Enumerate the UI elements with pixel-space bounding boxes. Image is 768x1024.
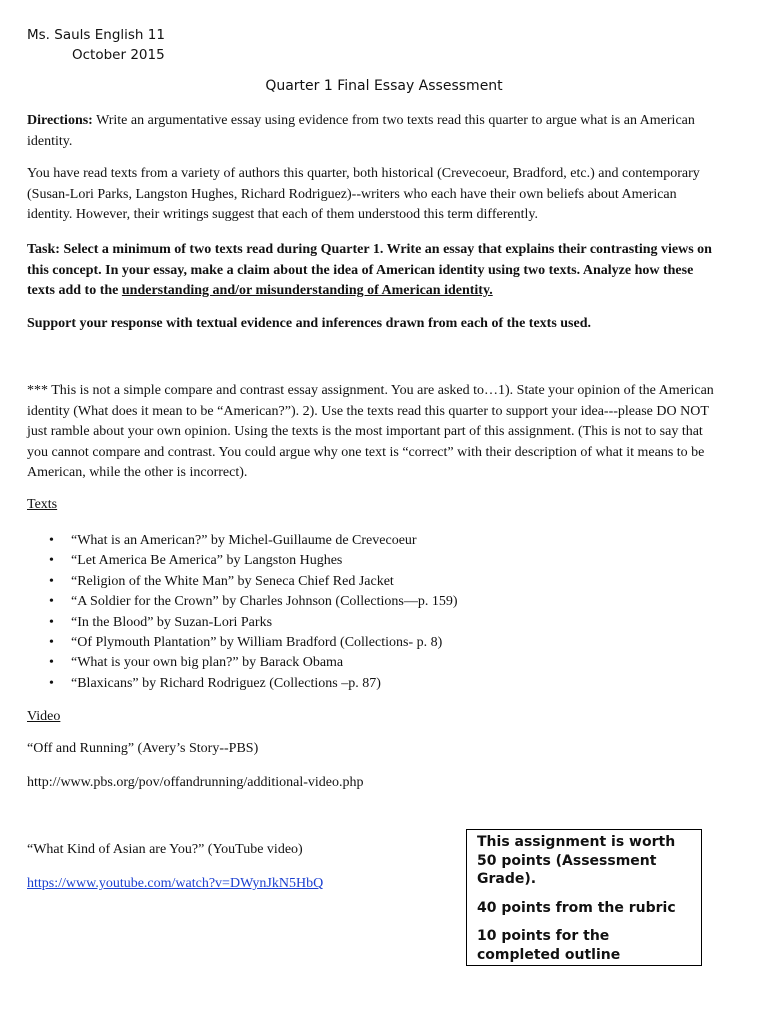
header-teacher-line: Ms. Sauls English 11 — [27, 27, 165, 43]
list-item-text: “What is an American?” by Michel-Guillaume de Crevecoeur — [71, 533, 417, 548]
list-item — [27, 633, 458, 653]
video1-title: “Off and Running” (Avery’s Story--PBS) — [27, 741, 259, 756]
bullet-icon: • — [49, 573, 54, 589]
video-heading: Video — [27, 709, 61, 724]
bullet-icon: • — [49, 594, 54, 610]
list-item-text: “What is your own big plan?” by Barack Obama — [71, 655, 344, 671]
directions-text: Write an argumentative essay using evidence from two texts read this quarter to argue what is an American identity. — [27, 113, 695, 149]
points-total-text: This assignment is worth 50 points (Assessment Grade). — [477, 834, 676, 887]
bullet-icon: • — [49, 553, 54, 569]
list-item-text: “In the Blood” by Suzan-Lori Parks — [71, 614, 273, 630]
list-item-text: “Of Plymouth Plantation” by William Bradford (Collections- p. 8) — [71, 634, 443, 650]
list-item — [27, 613, 458, 633]
bullet-icon: • — [49, 614, 54, 630]
points-rubric-text: 40 points from the rubric — [477, 899, 676, 916]
video1-url[interactable]: http://www.pbs.org/pov/offandrunning/additional-video.php — [27, 775, 364, 790]
task-text: Task: Select a minimum of two texts read during Quarter 1. Write an essay that explains their contrasting views on this concept. In your essay, make a claim about the idea of American identity using two texts. Analyze how these texts add to the — [27, 242, 712, 298]
video2-link[interactable]: https://www.youtube.com/watch?v=DWynJkN5HbQ — [27, 876, 324, 891]
directions-paragraph — [27, 111, 722, 152]
video2-title: “What Kind of Asian are You?” (YouTube video) — [27, 842, 303, 857]
bullet-icon: • — [49, 533, 54, 548]
list-item-text: “Let America Be America” by Langston Hughes — [71, 553, 343, 569]
task-paragraph — [27, 240, 722, 302]
list-item-text: “Religion of the White Man” by Seneca Chief Red Jacket — [71, 573, 394, 589]
list-item — [27, 551, 458, 571]
texts-heading: Texts — [27, 497, 58, 512]
list-item-text: “Blaxicans” by Richard Rodriguez (Collections –p. 87) — [71, 675, 381, 691]
texts-list — [27, 531, 458, 694]
support-paragraph: Support your response with textual evidence and inferences drawn from each of the texts used. — [27, 316, 592, 331]
list-item — [27, 572, 458, 592]
list-item — [27, 674, 458, 694]
list-item — [27, 592, 458, 612]
points-info-box — [466, 829, 702, 966]
bullet-icon: • — [49, 655, 54, 671]
bullet-icon: • — [49, 634, 54, 650]
directions-label: Directions: — [27, 113, 93, 128]
note-paragraph: *** This is not a simple compare and contrast essay assignment. You are asked to…1). State your opinion of the American identity (What does it mean to be “American?”). 2). Use the texts read this quarter to support your idea---please DO NOT just ramble about your own opinion. Using the texts is the most important part of this assignment. (This is not to say that you cannot compare and contrast. You could argue why one text is “correct” with their description of what it means to be American, while the other is incorrect). — [27, 383, 714, 480]
bullet-icon: • — [49, 675, 54, 691]
list-item — [27, 653, 458, 673]
points-outline-text: 10 points for the completed outline — [477, 928, 621, 963]
page-title: Quarter 1 Final Essay Assessment — [265, 78, 503, 94]
header-date-line: October 2015 — [72, 47, 165, 63]
background-paragraph: You have read texts from a variety of authors this quarter, both historical (Crevecoeur, Bradford, etc.) and contemporary (Susan-Lori Parks, Langston Hughes, Richard Rodriguez)--writers who each have their own beliefs about American identity. However, their writings suggest that each of them understood this term differently. — [27, 166, 700, 222]
list-item — [27, 531, 458, 551]
task-underlined-text: understanding and/or misunderstanding of American identity. — [121, 283, 493, 298]
list-item-text: “A Soldier for the Crown” by Charles Johnson (Collections—p. 159) — [71, 594, 458, 610]
